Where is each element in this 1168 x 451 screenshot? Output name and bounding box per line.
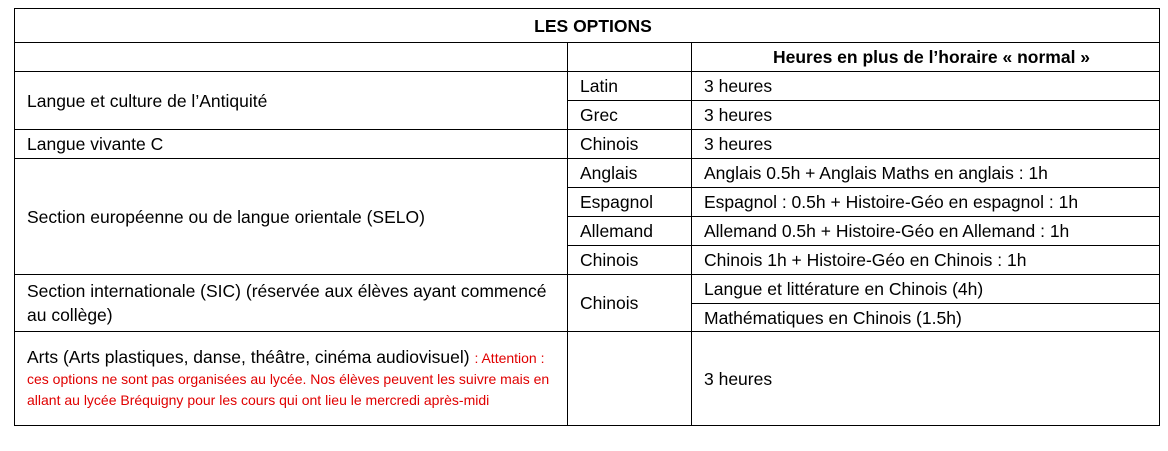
hours-selo-espagnol: Espagnol : 0.5h + Histoire-Géo en espagnol : 1h [692, 188, 1160, 217]
language-grec: Grec [568, 101, 692, 130]
language-lvc-chinois: Chinois [568, 130, 692, 159]
header-hours: Heures en plus de l’horaire « normal » [692, 43, 1160, 72]
hours-selo-allemand: Allemand 0.5h + Histoire-Géo en Allemand : 1h [692, 217, 1160, 246]
hours-latin: 3 heures [692, 72, 1160, 101]
arts-label: Arts (Arts plastiques, danse, théâtre, cinéma audiovisuel) [27, 347, 470, 367]
options-table [14, 8, 1160, 426]
header-empty-cell [15, 43, 568, 72]
language-selo-allemand: Allemand [568, 217, 692, 246]
language-sic-chinois: Chinois [568, 275, 692, 332]
language-selo-chinois: Chinois [568, 246, 692, 275]
hours-sic-litterature: Langue et littérature en Chinois (4h) [692, 275, 1160, 304]
option-sic: Section internationale (SIC) (réservée aux élèves ayant commencé au collège) [15, 275, 568, 332]
hours-arts: 3 heures [692, 332, 1160, 426]
hours-selo-chinois: Chinois 1h + Histoire-Géo en Chinois : 1h [692, 246, 1160, 275]
arts-empty-cell [568, 332, 692, 426]
option-selo: Section européenne ou de langue orientale (SELO) [15, 159, 568, 275]
option-lvc: Langue vivante C [15, 130, 568, 159]
option-arts [15, 332, 568, 426]
arts-warning-note: : Attention : ces options ne sont pas organisées au lycée. Nos élèves peuvent les suivre mais en allant au lycée Bréquigny pour les cours qui ont lieu le mercredi après-midi [27, 350, 550, 408]
language-latin: Latin [568, 72, 692, 101]
hours-sic-maths: Mathématiques en Chinois (1.5h) [692, 304, 1160, 332]
language-selo-anglais: Anglais [568, 159, 692, 188]
hours-lvc: 3 heures [692, 130, 1160, 159]
option-antiquite: Langue et culture de l’Antiquité [15, 72, 568, 130]
hours-grec: 3 heures [692, 101, 1160, 130]
language-selo-espagnol: Espagnol [568, 188, 692, 217]
header-empty-cell [568, 43, 692, 72]
table-title: LES OPTIONS [15, 9, 1160, 43]
hours-selo-anglais: Anglais 0.5h + Anglais Maths en anglais : 1h [692, 159, 1160, 188]
